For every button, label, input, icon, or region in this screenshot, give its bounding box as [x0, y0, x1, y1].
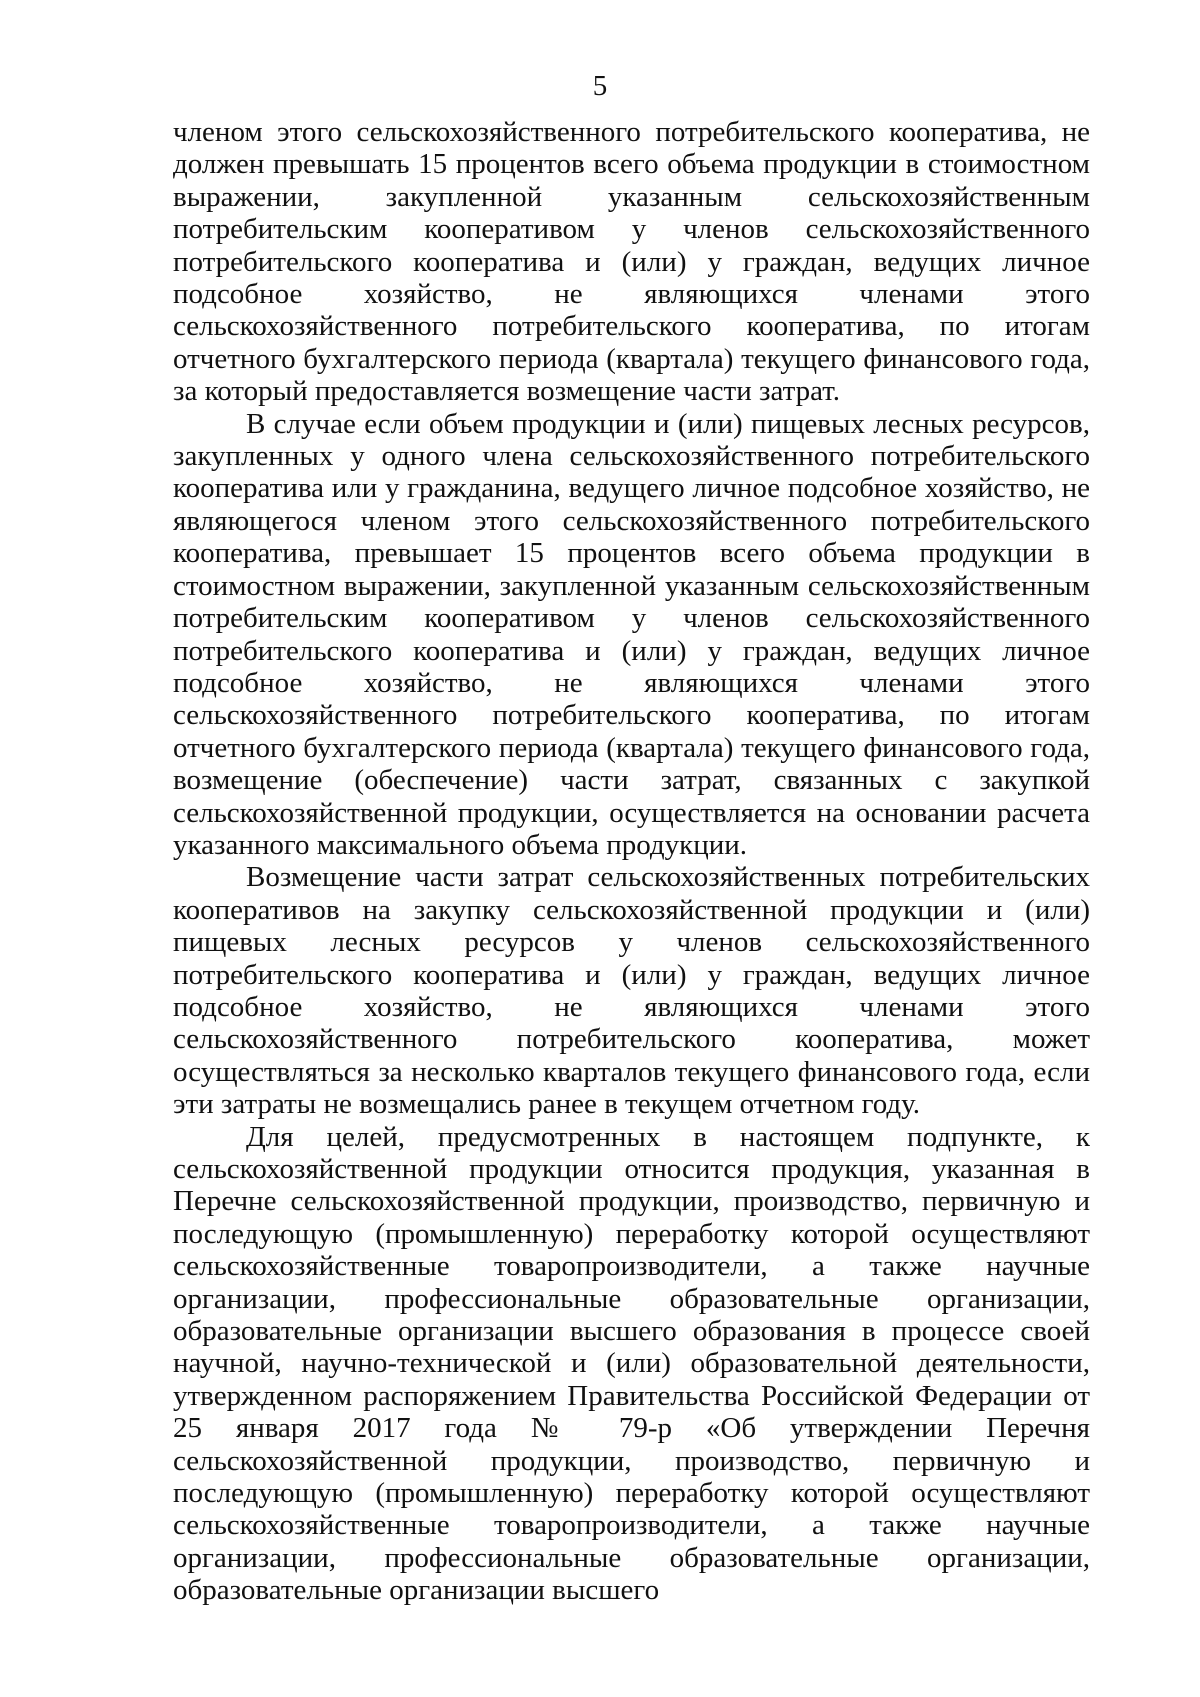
paragraph-product-definition: Для целей, предусмотренных в настоящем подпункте, к сельскохозяйственной продукции относится продукция, указанная в Перечне сельскохозяйственной продукции, производство, первичную и последующую (промышленную) переработку которой осуществляют сельскохозяйственные товаропроизводители, а также научные организации, профессиональные образовательные организации, образовательные организации высшего образования в процессе своей научной, научно-технической и (или) образовательной деятельности, утвержденном распоряжением Правительства Российской Федерации от 25 января 2017 года № 79-р «Об утверждении Перечня сельскохозяйственной продукции, производство, первичную и последующую (промышленную) переработку которой осуществляют сельскохозяйственные товаропроизводители, а также научные организации, профессиональные образовательные организации, образовательные организации высшего [173, 1120, 1090, 1607]
document-body [173, 116, 1090, 1607]
paragraph-cost-reimbursement: Возмещение части затрат сельскохозяйственных потребительских кооперативов на закупку сельскохозяйственной продукции и (или) пищевых лесных ресурсов у членов сельскохозяйственного потребительского кооператива и (или) у граждан, ведущих личное подсобное хозяйство, не являющихся членами этого сельскохозяйственного потребительского кооператива, может осуществляться за несколько кварталов текущего финансового года, если эти затраты не возмещались ранее в текущем отчетном году. [173, 861, 1090, 1121]
page-number: 5 [592, 70, 608, 102]
paragraph-volume-limit: В случае если объем продукции и (или) пищевых лесных ресурсов, закупленных у одного члена сельскохозяйственного потребительского кооператива или у гражданина, ведущего личное подсобное хозяйство, не являющегося членом этого сельскохозяйственного потребительского кооператива, превышает 15 процентов всего объема продукции в стоимостном выражении, закупленной указанным сельскохозяйственным потребительским кооперативом у членов сельскохозяйственного потребительского кооператива и (или) у граждан, ведущих личное подсобное хозяйство, не являющихся членами этого сельскохозяйственного потребительского кооператива, по итогам отчетного бухгалтерского периода (квартала) текущего финансового года, возмещение (обеспечение) части затрат, связанных с закупкой сельскохозяйственной продукции, осуществляется на основании расчета указанного максимального объема продукции. [173, 407, 1090, 861]
paragraph-continuation: членом этого сельскохозяйственного потребительского кооператива, не должен превышать 15 процентов всего объема продукции в стоимостном выражении, закупленной указанным сельскохозяйственным потребительским кооперативом у членов сельскохозяйственного потребительского кооператива и (или) у граждан, ведущих личное подсобное хозяйство, не являющихся членами этого сельскохозяйственного потребительского кооператива, по итогам отчетного бухгалтерского периода (квартала) текущего финансового года, за который предоставляется возмещение части затрат. [173, 116, 1090, 408]
